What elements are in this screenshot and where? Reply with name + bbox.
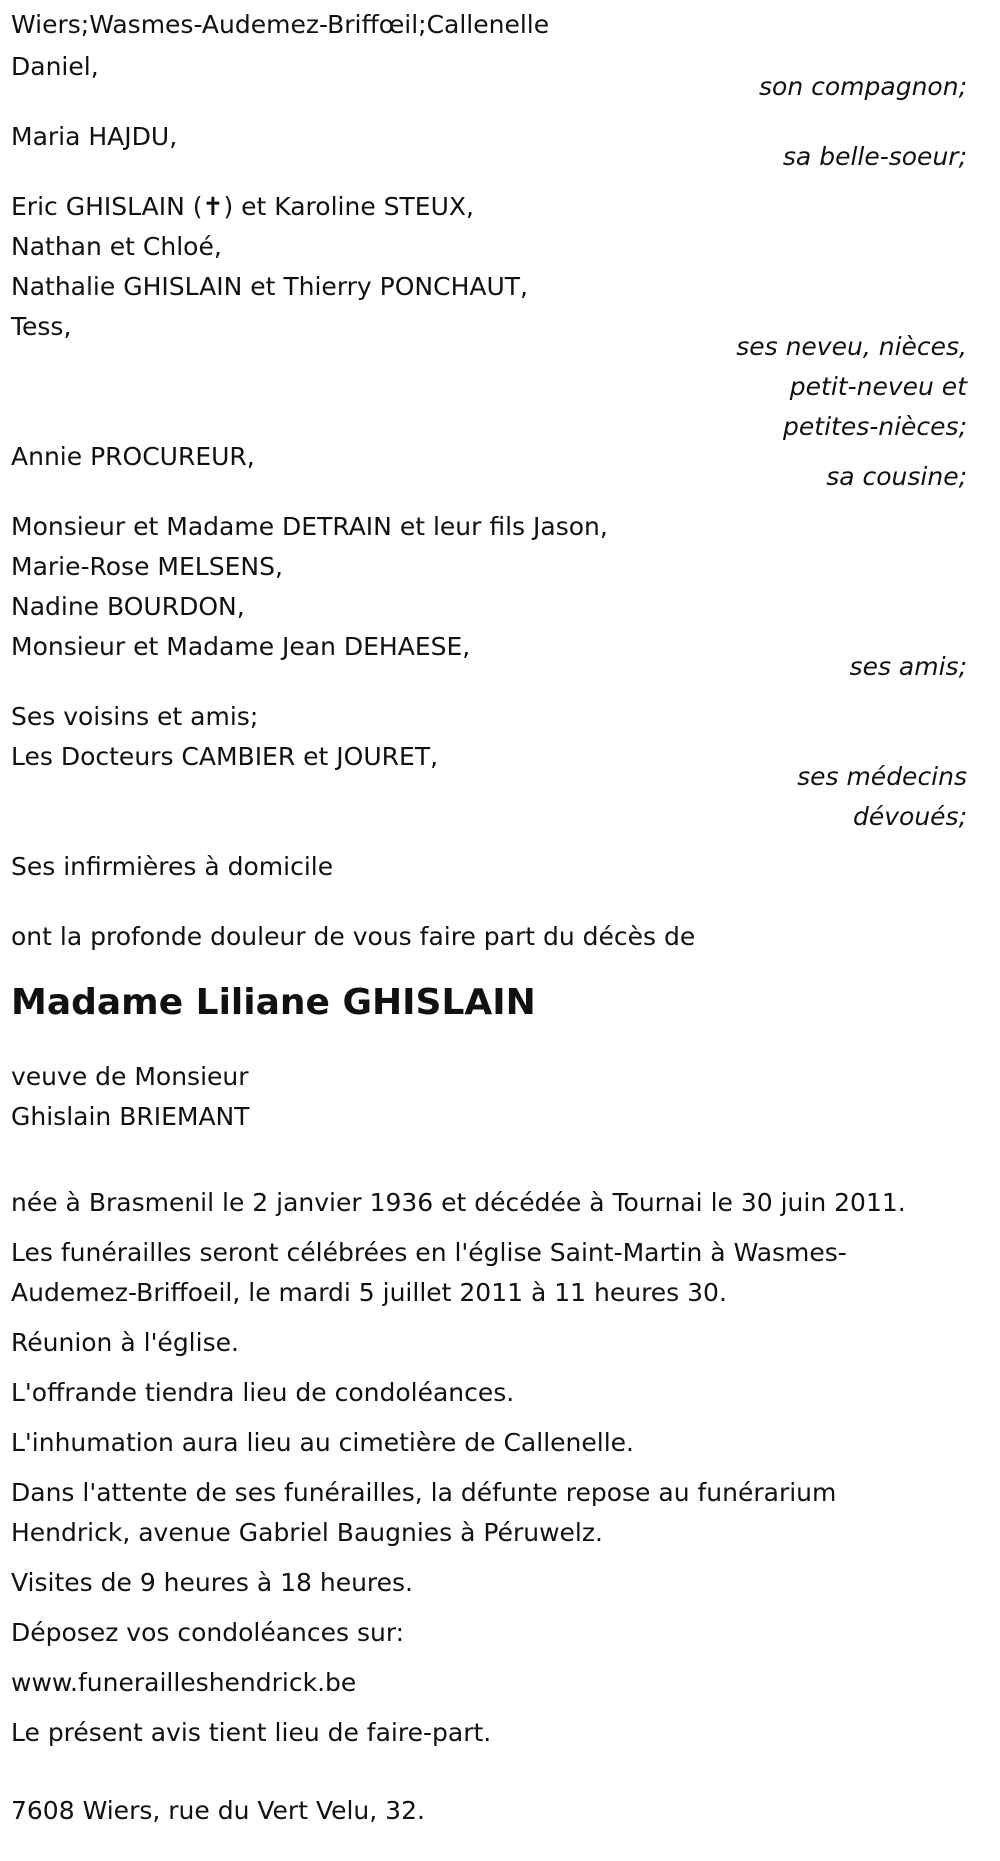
detail-paragraph: [11, 1423, 989, 1463]
detail-line: Hendrick, avenue Gabriel Baugnies à Péruwelz.: [11, 1518, 603, 1547]
family-role: sa cousine;: [826, 462, 967, 491]
announcement-line: ont la profonde douleur de vous faire part du décès de: [11, 922, 696, 951]
family-name: Annie PROCUREUR,: [11, 442, 255, 471]
family-role: sa belle-soeur;: [782, 142, 967, 171]
family-role: dévoués;: [852, 802, 967, 831]
family-name: Tess,: [11, 312, 72, 341]
widow-of-line: Ghislain BRIEMANT: [11, 1102, 250, 1131]
family-name: Daniel,: [11, 52, 99, 81]
family-role: petit-neveu et: [789, 372, 967, 401]
detail-paragraph: [11, 1373, 989, 1413]
family-role: ses amis;: [849, 652, 967, 681]
family-name: Ses voisins et amis;: [11, 702, 259, 731]
family-group-sister-in-law: [11, 117, 989, 177]
family-name: Marie-Rose MELSENS,: [11, 552, 283, 581]
family-group-doctors: [11, 697, 989, 837]
birth-death-line: née à Brasmenil le 2 janvier 1936 et décédée à Tournai le 30 juin 2011.: [11, 1188, 906, 1217]
detail-line: Réunion à l'église.: [11, 1328, 239, 1357]
family-name: Monsieur et Madame Jean DEHAESE,: [11, 632, 471, 661]
detail-line: Dans l'attente de ses funérailles, la défunte repose au funérarium: [11, 1478, 837, 1507]
detail-paragraph: [11, 1323, 989, 1363]
detail-paragraph: [11, 1713, 989, 1753]
detail-line: Le présent avis tient lieu de faire-part.: [11, 1718, 492, 1747]
family-name: Nathan et Chloé,: [11, 232, 222, 261]
website-link[interactable]: www.funerailleshendrick.be: [11, 1668, 357, 1697]
detail-line: Déposez vos condoléances sur:: [11, 1618, 405, 1647]
family-group-nephews: [11, 187, 989, 447]
nurses-line: Ses infirmières à domicile: [11, 852, 334, 881]
family-name: Nadine BOURDON,: [11, 592, 245, 621]
detail-paragraph: [11, 1613, 989, 1653]
address-line: 7608 Wiers, rue du Vert Velu, 32.: [11, 1796, 425, 1825]
family-role: petites-nièces;: [783, 412, 967, 441]
widow-of-line: veuve de Monsieur: [11, 1062, 249, 1091]
locations-header: Wiers;Wasmes-Audemez-Briffœil;Callenelle: [11, 10, 550, 39]
family-group-companion: [11, 47, 989, 107]
family-name: Monsieur et Madame DETRAIN et leur fils Jason,: [11, 512, 608, 541]
family-role: ses médecins: [797, 762, 967, 791]
family-role: son compagnon;: [759, 72, 967, 101]
family-group-friends: [11, 507, 989, 687]
detail-paragraph: [11, 1563, 989, 1603]
detail-line: Les funérailles seront célébrées en l'église Saint-Martin à Wasmes-: [11, 1238, 847, 1267]
family-name: Nathalie GHISLAIN et Thierry PONCHAUT,: [11, 272, 529, 301]
family-name: Maria HAJDU,: [11, 122, 178, 151]
detail-line: L'offrande tiendra lieu de condoléances.: [11, 1378, 515, 1407]
family-name: Les Docteurs CAMBIER et JOURET,: [11, 742, 439, 771]
family-role: ses neveu, nièces,: [736, 332, 967, 361]
family-name: Eric GHISLAIN (✝) et Karoline STEUX,: [11, 192, 474, 221]
detail-line: Audemez-Briffoeil, le mardi 5 juillet 2011 à 11 heures 30.: [11, 1278, 727, 1307]
detail-paragraph: [11, 1663, 989, 1703]
detail-line: Visites de 9 heures à 18 heures.: [11, 1568, 414, 1597]
detail-paragraph: [11, 1233, 989, 1313]
detail-line: L'inhumation aura lieu au cimetière de Callenelle.: [11, 1428, 634, 1457]
detail-paragraph: [11, 1473, 989, 1553]
deceased-name: Madame Liliane GHISLAIN: [11, 982, 536, 1023]
